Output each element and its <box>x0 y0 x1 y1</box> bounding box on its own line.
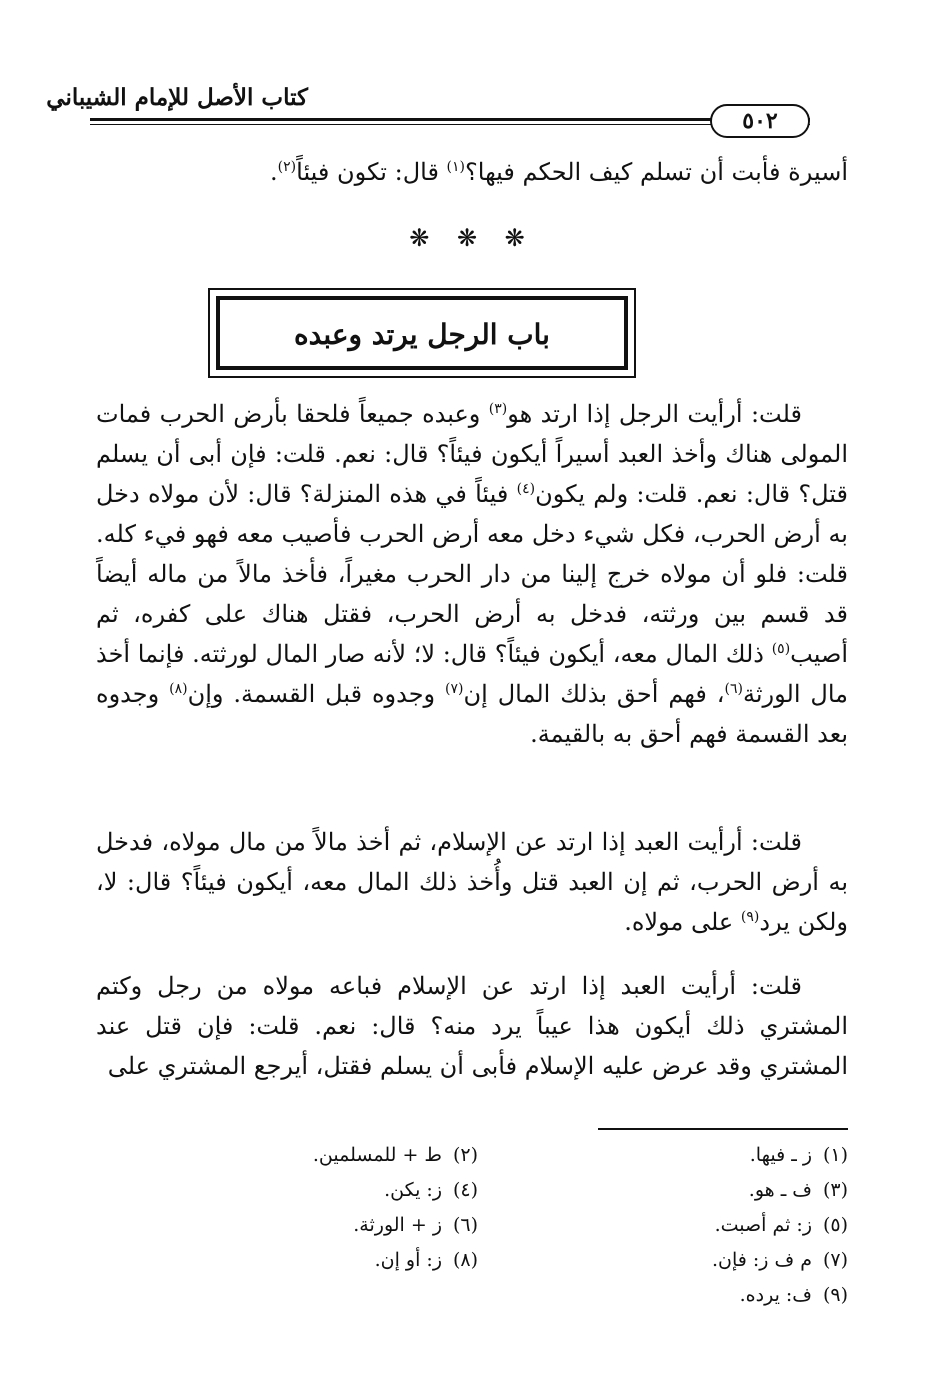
footnote <box>158 1173 478 1208</box>
intro-line <box>96 152 848 192</box>
footnote-text: ف: يرده. <box>739 1284 812 1306</box>
intro-text: قال: تكون فيئاً <box>296 158 447 186</box>
footnote-text: ز ـ فيها. <box>749 1144 812 1166</box>
footnote-ref: (٣) <box>488 401 508 417</box>
intro-text: . <box>270 158 278 186</box>
footnote <box>158 1208 478 1243</box>
footnote-ref: (٨) <box>169 681 188 697</box>
paragraph-2 <box>96 822 848 942</box>
paragraph-text: فيئاً في هذه المنزلة؟ قال: لأن مولاه دخل به أرض الحرب، فكل شيء دخل معه أرض الحرب فأصيب معه فهو فيء كله. قلت: فلو أن مولاه خرج إلينا من دار الحرب مغيراً، فأخذ مالاً من ماله أيضاً قد قسم بين ورثته، فدخل به أرض الحرب، فقتل هناك على كفره، ثم أصيب <box>96 480 849 668</box>
footnote-ref: (٩) <box>740 909 760 925</box>
footnote-number: (٣) <box>822 1179 848 1201</box>
footnote <box>478 1208 848 1243</box>
footnote <box>478 1243 848 1278</box>
footnote-number: (٧) <box>822 1249 848 1271</box>
paragraph-text: قلت: أرأيت العبد إذا ارتد عن الإسلام فباعه مولاه من رجل وكتم المشتري ذلك أيكون هذا عيباً يرد منه؟ قال: نعم. قلت: فإن قتل عند المشتري وقد عرض عليه الإسلام فأبى أن يسلم فقتل، أيرجع المشتري على <box>96 972 848 1080</box>
page-number: ٥٠٢ <box>710 104 810 138</box>
footnote-ref: (٧) <box>445 681 464 697</box>
footnote-text: ز: ثم أصبت. <box>714 1214 812 1236</box>
footnote-ref: (٤) <box>516 481 536 497</box>
paragraph-text: قلت: أرأيت الرجل إذا ارتد هو <box>507 400 803 428</box>
footnote <box>158 1243 478 1278</box>
footnote-number: (٨) <box>452 1249 478 1271</box>
footnote-number: (٢) <box>452 1144 478 1166</box>
chapter-title-inner-frame <box>216 296 628 370</box>
footnote-number: (٦) <box>452 1214 478 1236</box>
paragraph-text: ، فهم أحق بذلك المال إن <box>463 680 725 708</box>
chapter-title-frame <box>208 288 636 378</box>
paragraph-text: وجدوه بعد القسمة فهم أحق به بالقيمة. <box>96 680 848 748</box>
footnote-number: (٩) <box>822 1284 848 1306</box>
footnote-row <box>88 1278 848 1313</box>
running-book-title: كتاب الأصل للإمام الشيباني <box>46 84 308 111</box>
paragraph-text: ذلك المال معه، أيكون فيئاً؟ قال: لا؛ لأنه صار المال لورثته. فإنما أخذ مال الورثة <box>96 640 848 708</box>
footnote-row <box>88 1173 848 1208</box>
footnote <box>158 1138 478 1173</box>
intro-text: أسيرة فأبت أن تسلم كيف الحكم فيها؟ <box>465 158 848 186</box>
footnote-row <box>88 1208 848 1243</box>
section-separator-ornament: ❋ ❋ ❋ <box>409 224 535 252</box>
footnote-number: (٥) <box>822 1214 848 1236</box>
footnote-text: ز: أو إن. <box>374 1249 442 1271</box>
footnote-text: ز: يكن. <box>384 1179 442 1201</box>
footnote-separator <box>598 1128 848 1130</box>
footnote-text: ز + الورثة. <box>353 1214 442 1236</box>
paragraph-1 <box>96 394 848 754</box>
footnote-text: ف ـ هو. <box>748 1179 812 1201</box>
chapter-title: باب الرجل يرتد وعبده <box>294 318 550 351</box>
paragraph-text: وعبده جميعاً فلحقا بأرض الحرب فمات المولى هناك وأخذ العبد أسيراً أيكون فيئاً؟ قال: نعم. قلت: فإن أبى أن يسلم قتل؟ قال: نعم. قلت: ولم يكون <box>96 400 849 508</box>
footnote <box>478 1278 848 1313</box>
paragraph-text: قلت: أرأيت العبد إذا ارتد عن الإسلام، ثم أخذ مالاً من مال مولاه، فدخل به أرض الحرب، ثم إن العبد قتل وأُخذ ذلك المال معه، أيكون فيئاً؟ قال: لا، ولكن يرد <box>96 828 848 936</box>
paragraph-3 <box>96 966 848 1086</box>
footnote-ref: (٥) <box>771 641 791 657</box>
footnote-text: ط + للمسلمين. <box>312 1144 442 1166</box>
footnote-ref: (٢) <box>277 159 297 175</box>
footnote-number: (١) <box>822 1144 848 1166</box>
footnote-ref: (٦) <box>724 681 743 697</box>
paragraph-text: على مولاه. <box>624 908 741 936</box>
footnotes <box>88 1138 848 1313</box>
footnote-number: (٤) <box>452 1179 478 1201</box>
header-rule <box>90 118 810 125</box>
paragraph-text: وجدوه قبل القسمة. وإن <box>187 680 446 708</box>
footnote-row <box>88 1243 848 1278</box>
footnote-ref: (١) <box>446 159 466 175</box>
footnote-text: م ف ز: فإن. <box>711 1249 812 1271</box>
footnote <box>478 1173 848 1208</box>
footnote <box>478 1138 848 1173</box>
footnote-row <box>88 1138 848 1173</box>
